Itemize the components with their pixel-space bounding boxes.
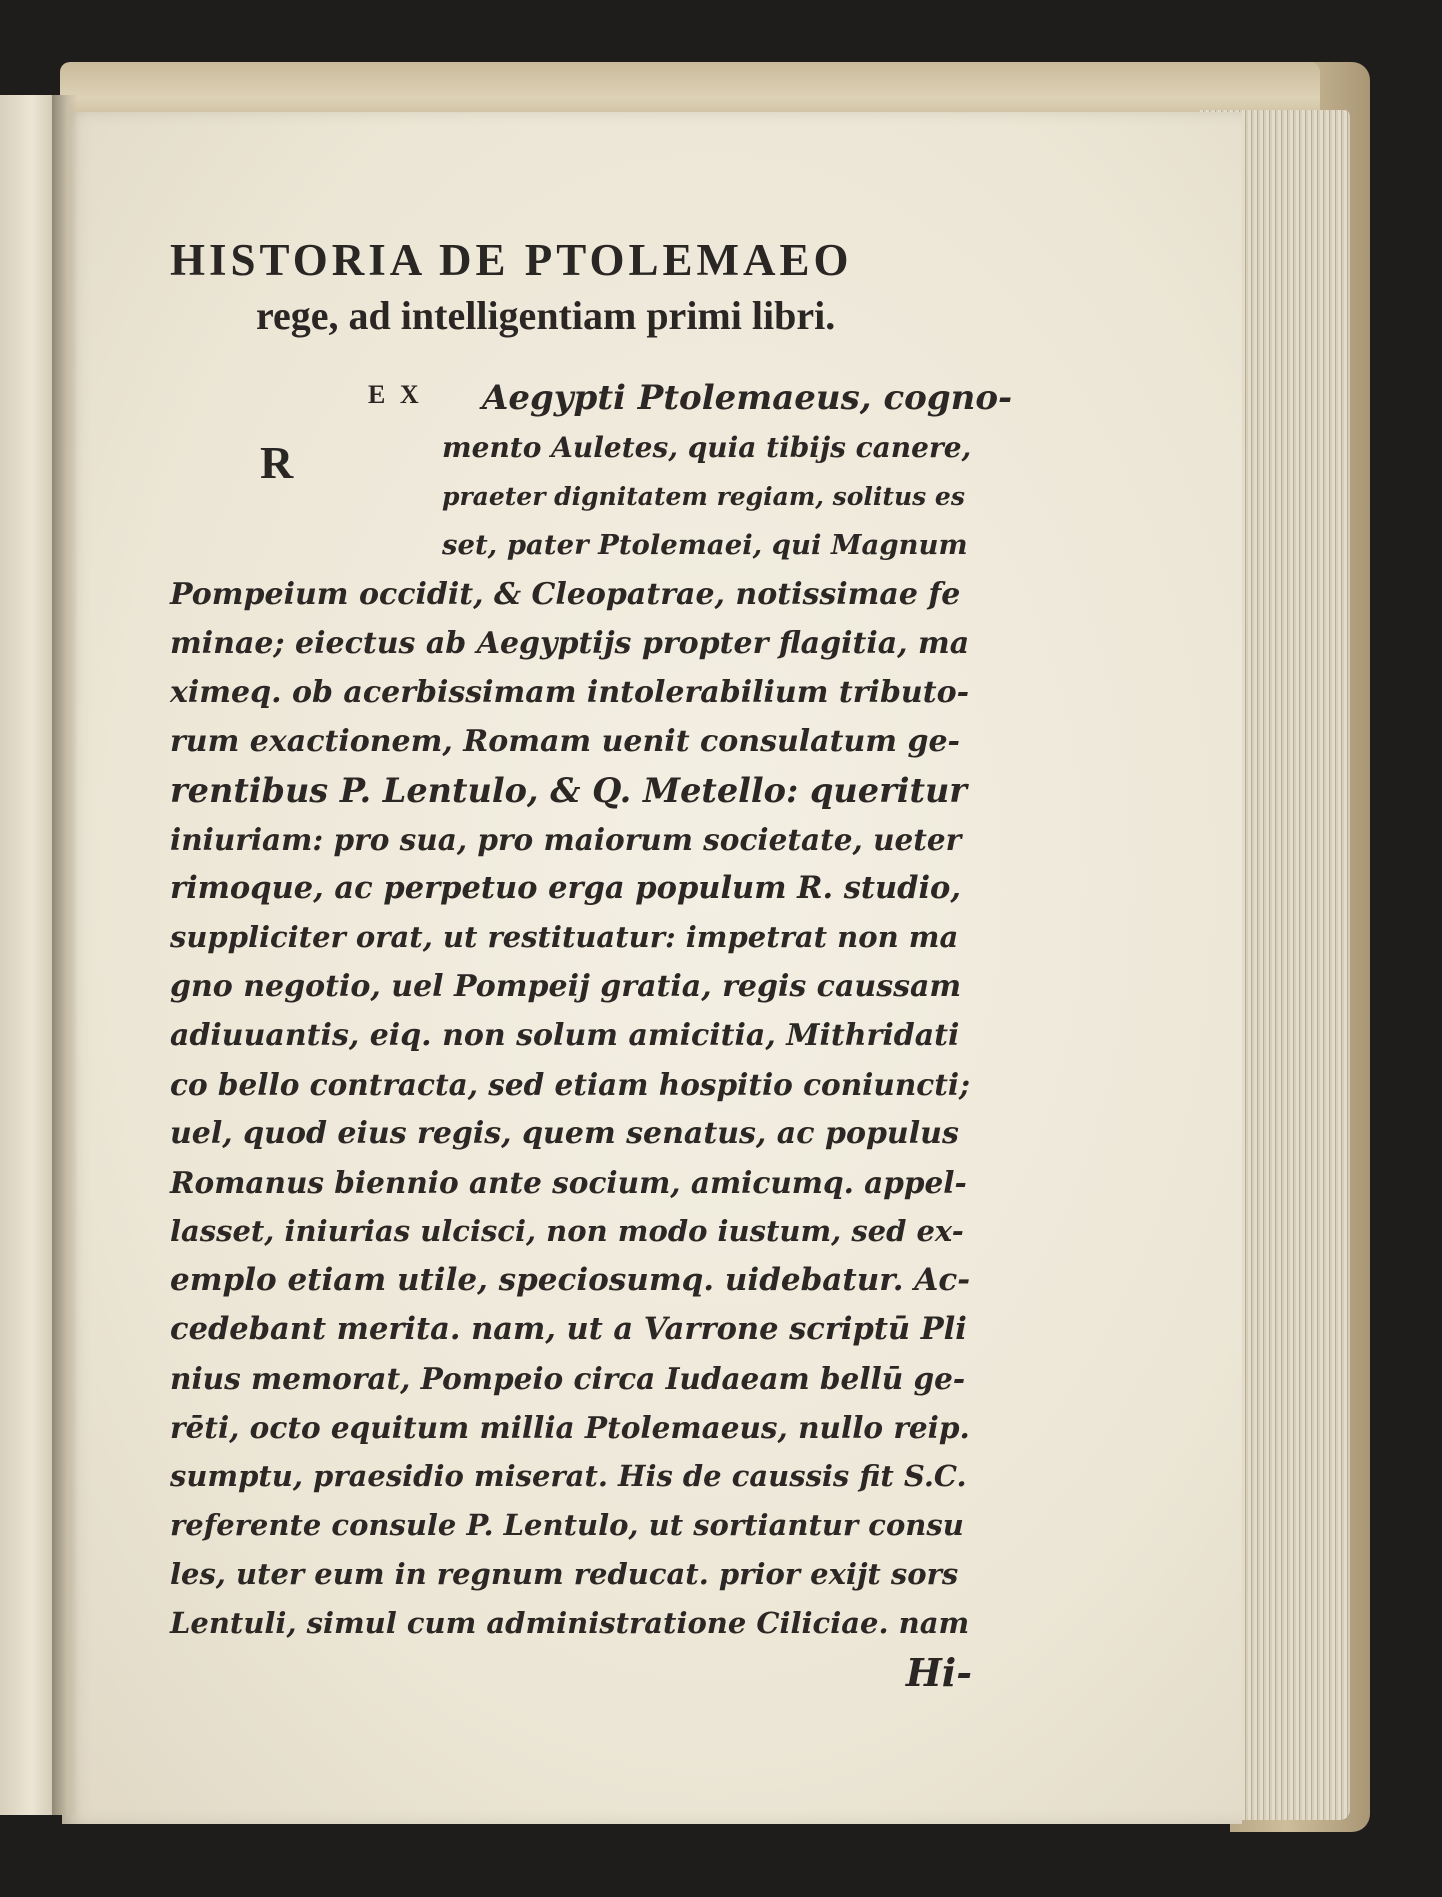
text-line: referente consule P. Lentulo, ut sortiantur consu [170, 1508, 964, 1542]
text-line: co bello contracta, sed etiam hospitio coniuncti; [170, 1067, 970, 1102]
text-line: emplo etiam utile, speciosumq. uidebatur. Ac- [170, 1262, 971, 1298]
text-line: minae; eiectus ab Aegyptijs propter flagitia, ma [170, 626, 970, 661]
text-line: praeter dignitatem regiam, solitus es [442, 482, 965, 511]
page-heading: HISTORIA DE PTOLEMAEO [170, 235, 853, 285]
text-line: Romanus biennio ante socium, amicumq. appel- [170, 1165, 967, 1200]
text-line: gno negotio, uel Pompeij gratia, regis caussam [170, 969, 962, 1004]
text-line: cedebant merita. nam, ut a Varrone scriptū Pli [170, 1311, 967, 1347]
text-line: Lentuli, simul cum administratione Ciliciae. nam [170, 1606, 970, 1640]
text-line: rēti, octo equitum millia Ptolemaeus, nullo reip. [170, 1410, 970, 1445]
text-line: nius memorat, Pompeio circa Iudaeam bellū ge- [170, 1361, 966, 1396]
text-line: set, pater Ptolemaei, qui Magnum [442, 529, 968, 561]
text-line: rimoque, ac perpetuo erga populum R. studio, [170, 870, 962, 906]
text-line: mento Auletes, quia tibijs canere, [442, 431, 972, 464]
text-line: Pompeium occidit, & Cleopatrae, notissimae fe [170, 577, 961, 612]
catchword: Hi- [905, 1650, 972, 1695]
body-text [170, 570, 970, 1648]
drop-cap: R [260, 437, 294, 488]
text-line: Aegypti Ptolemaeus, cogno- [482, 378, 1013, 418]
text-line: suppliciter orat, ut restituatur: impetrat non ma [170, 920, 959, 954]
text-line: ximeq. ob acerbissimam intolerabilium tributo- [170, 675, 970, 710]
text-line: rum exactionem, Romam uenit consulatum ge- [170, 724, 960, 759]
opening-paragraph [170, 374, 1013, 570]
text-line: uel, quod eius regis, quem senatus, ac populus [170, 1116, 959, 1151]
text-line: rentibus P. Lentulo, & Q. Metello: queritur [170, 771, 967, 810]
drop-cap-continuation: E X [368, 380, 423, 409]
page-text-block [170, 232, 1013, 1697]
text-line: les, uter eum in regnum reducat. prior exijt sors [170, 1557, 959, 1591]
text-line: sumptu, praesidio miserat. His de caussis fit S.C. [170, 1459, 967, 1493]
text-line: lasset, iniurias ulcisci, non modo iustum, sed ex- [170, 1214, 964, 1248]
left-page-edge [0, 95, 58, 1815]
page-subheading: rege, ad intelligentiam primi libri. [256, 293, 836, 338]
text-line: iniuriam: pro sua, pro maiorum societate, ueter [170, 822, 962, 857]
book-gutter [52, 95, 78, 1815]
text-line: adiuuantis, eiq. non solum amicitia, Mithridati [170, 1018, 960, 1053]
